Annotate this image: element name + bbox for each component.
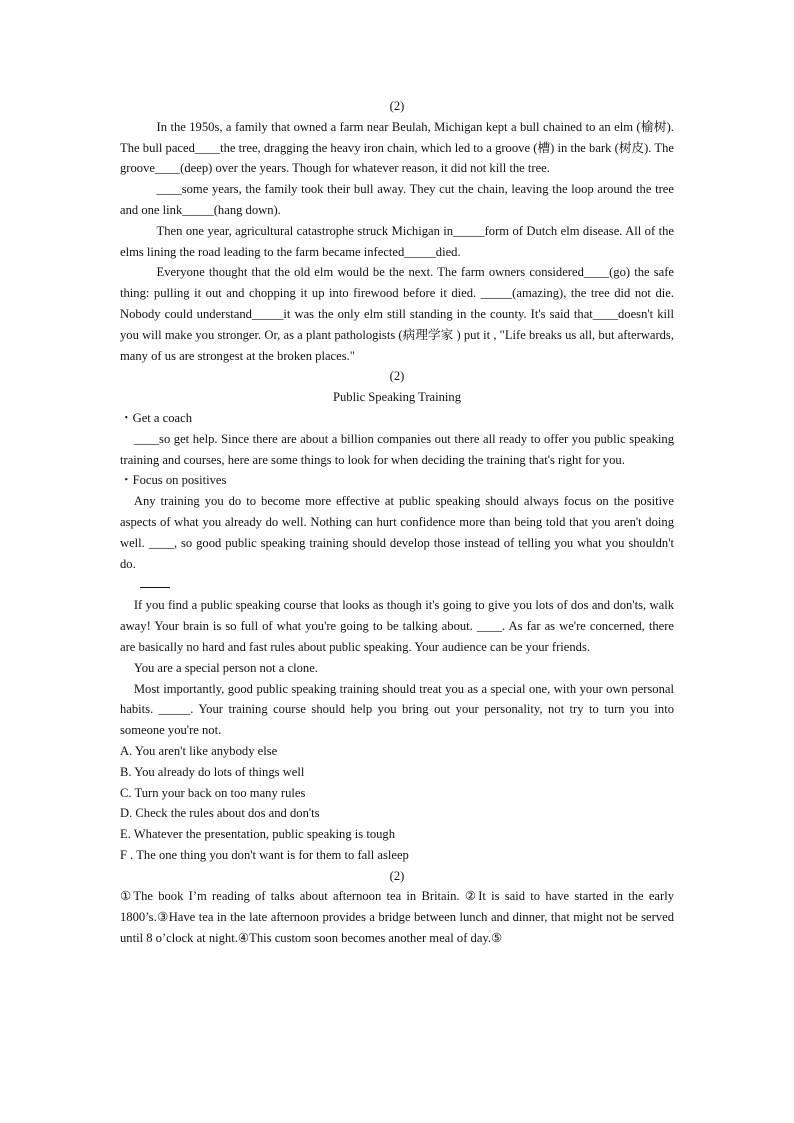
section2-paragraph-1: ____so get help. Since there are about a billion companies out there all ready to offer you public speaking training and courses, here are some things to look for when deciding the training that's right for you.	[120, 431, 674, 467]
section1-paragraph-1: In the 1950s, a family that owned a farm near Beulah, Michigan kept a bull chained to an elm (榆树). The bull paced____the tree, dragging the heavy iron chain, which led to a groove (槽) in the bark (树皮). The groove____(deep) over the years. Though for whatever reason, it did not kill the tree.	[120, 119, 674, 176]
heading-blank-underline	[140, 574, 170, 588]
section2-title: Public Speaking Training	[332, 390, 462, 405]
section2-paragraph-3: If you find a public speaking course that looks as though it's going to give you lots of dos and don'ts, walk away! Your brain is so full of what you're going to be talking about. ____. As far as we're concerned, there are basically no hard and fast rules about public speaking. Your audience can be your friends.	[120, 598, 674, 654]
section2-heading-get-coach: ・Get a coach	[120, 410, 193, 425]
section3-marker: (2)	[389, 868, 405, 883]
section2-paragraph-4: Most importantly, good public speaking training should treat you as a special one, with your own personal habits. _____. Your training course should help you bring out your personality, not try to turn you into someone you're not.	[120, 681, 674, 738]
section1-paragraph-3: Then one year, agricultural catastrophe struck Michigan in_____form of Dutch elm disease. All of the elms lining the road leading to the farm became infected_____died.	[120, 223, 674, 259]
option-e: E. Whatever the presentation, public speaking is tough	[120, 827, 396, 842]
section1-paragraph-4: Everyone thought that the old elm would be the next. The farm owners considered____(go) the safe thing: pulling it out and chopping it up into firewood before it died. _____(amazing), the tree did not die. Nobody could understand_____it was the only elm still standing in the county. It's said that____doesn't kill you will make you stronger. Or, as a plant pathologists (病理学家 ) put it , "Life breaks us all, but afterwards, many of us are strongest at the broken places."	[120, 265, 674, 363]
option-b: B. You already do lots of things well	[120, 764, 305, 779]
section1-marker: (2)	[389, 99, 405, 113]
option-f: F . The one thing you don't want is for them to fall asleep	[120, 847, 409, 862]
section2-heading-focus-positives: ・Focus on positives	[120, 473, 227, 488]
section2-paragraph-2: Any training you do to become more effective at public speaking should always focus on the positive aspects of what you already do well. Nothing can hurt confidence more than being told that you aren't doing well. ____, so good public speaking training should develop those instead of telling you what you shouldn't do.	[120, 494, 674, 571]
section1-paragraph-2: ____some years, the family took their bull away. They cut the chain, leaving the loop around the tree and one link_____(hang down).	[120, 182, 674, 217]
section2-heading-clone: You are a special person not a clone.	[133, 660, 318, 675]
option-a: A. You aren't like anybody else	[120, 743, 278, 758]
document-page	[120, 96, 674, 949]
section3-paragraph: ①The book I’m reading of talks about afternoon tea in Britain. ②It is said to have started in the early 1800’s.③Have tea in the late afternoon provides a bridge between lunch and dinner, that might not be served until 8 o’clock at night.④This custom soon becomes another meal of day.⑤	[120, 889, 674, 946]
option-c: C. Turn your back on too many rules	[120, 785, 306, 800]
section2-heading-blank	[120, 574, 674, 595]
section2-marker: (2)	[389, 369, 405, 384]
option-d: D. Check the rules about dos and don'ts	[120, 806, 320, 821]
